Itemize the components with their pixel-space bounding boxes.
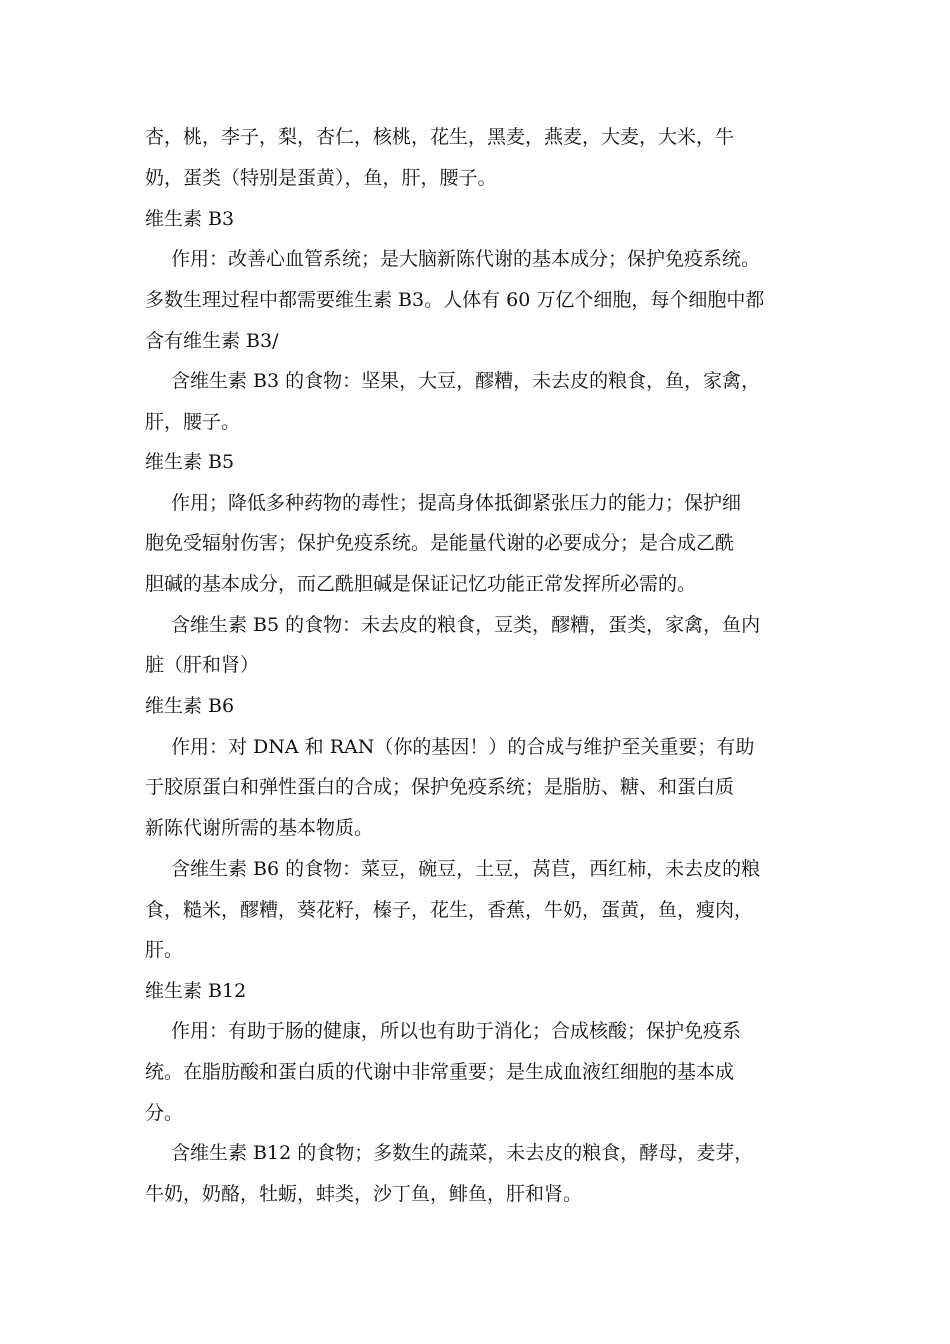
text-line: 食，糙米，醪糟，葵花籽，榛子，花生，香蕉，牛奶，蛋黄，鱼，瘦肉，: [145, 899, 754, 921]
text-line: 肝。: [145, 939, 184, 961]
section-heading-b5: 维生素 B5: [145, 451, 235, 473]
text-line: 牛奶，奶酪，牡蛎，蚌类，沙丁鱼，鲱鱼，肝和肾。: [145, 1183, 583, 1205]
text-line: 作用：改善心血管系统；是大脑新陈代谢的基本成分；保护免疫系统。: [171, 248, 761, 270]
text-line: 含维生素 B12 的食物；多数生的蔬菜，未去皮的粮食，酵母，麦芽，: [171, 1142, 754, 1164]
section-heading-b3: 维生素 B3: [145, 208, 235, 230]
text-line: 分。: [145, 1102, 184, 1124]
section-heading-b12: 维生素 B12: [145, 980, 247, 1002]
text-line: 作用：有助于肠的健康，所以也有助于消化；合成核酸；保护免疫系: [171, 1020, 742, 1042]
text-line: 胆碱的基本成分，而乙酰胆碱是保证记忆功能正常发挥所必需的。: [145, 573, 697, 595]
text-line: 新陈代谢所需的基本物质。: [145, 817, 374, 839]
text-line: 奶，蛋类（特别是蛋黄），鱼，肝，腰子。: [145, 167, 497, 189]
text-line: 胞免受辐射伤害；保护免疫系统。是能量代谢的必要成分；是合成乙酰: [145, 532, 735, 554]
text-line: 杏，桃，李子，梨，杏仁，核桃，花生，黑麦，燕麦，大麦，大米，牛: [145, 126, 735, 148]
text-line: 含有维生素 B3/: [145, 330, 279, 352]
text-line: 统。在脂肪酸和蛋白质的代谢中非常重要；是生成血液红细胞的基本成: [145, 1061, 735, 1083]
text-line: 多数生理过程中都需要维生素 B3。人体有 60 万亿个细胞，每个细胞中都: [145, 289, 765, 311]
text-line: 脏（肝和肾）: [145, 654, 260, 676]
text-line: 于胶原蛋白和弹性蛋白的合成；保护免疫系统；是脂肪、糖、和蛋白质: [145, 776, 735, 798]
text-line: 含维生素 B5 的食物：未去皮的粮食，豆类，醪糟，蛋类，家禽，鱼内: [171, 614, 761, 636]
section-heading-b6: 维生素 B6: [145, 695, 235, 717]
text-line: 作用；降低多种药物的毒性；提高身体抵御紧张压力的能力；保护细: [171, 492, 742, 514]
text-line: 作用：对 DNA 和 RAN（你的基因！）的合成与维护至关重要；有助: [171, 736, 755, 758]
text-line: 含维生素 B3 的食物：坚果，大豆，醪糟，未去皮的粮食，鱼，家禽，: [171, 370, 761, 392]
text-line: 含维生素 B6 的食物：菜豆，碗豆，土豆，莴苣，西红柿，未去皮的粮: [171, 858, 761, 880]
text-line: 肝，腰子。: [145, 411, 241, 433]
